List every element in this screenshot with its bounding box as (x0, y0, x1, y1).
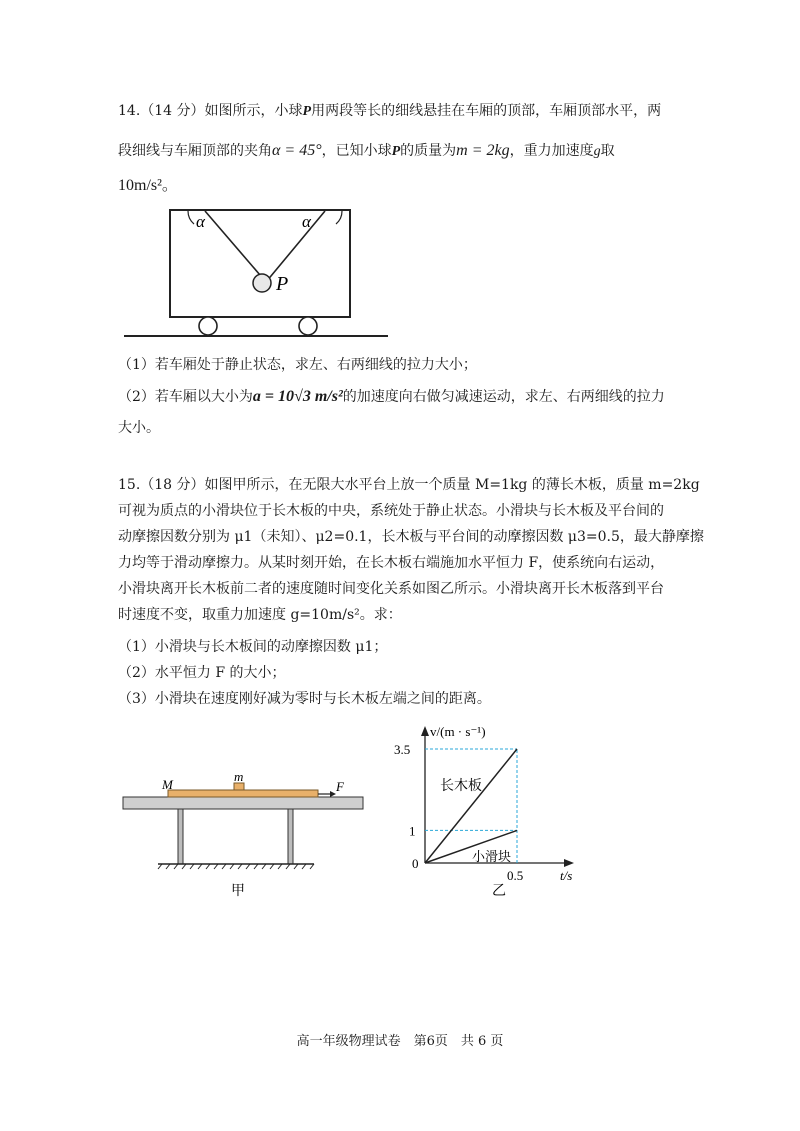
left-leg (178, 809, 183, 864)
q14-carriage-figure (120, 205, 390, 340)
q14-alpha-value: α = 45° (272, 142, 322, 159)
q14-text: 段细线与车厢顶部的夹角 (118, 143, 272, 159)
q14-mass-value: m = 2kg (456, 142, 510, 159)
q14-sub-1: （1）若车厢处于静止状态，求左、右两细线的拉力大小； (118, 357, 477, 373)
right-alpha-label: α (302, 212, 311, 231)
q14-sub-2-cont: 大小。 (118, 420, 160, 436)
page-footer: 高一年级物理试卷 第6页 共 6 页 (296, 1034, 504, 1049)
q14-sub-2 (118, 387, 665, 407)
right-angle-arc (336, 211, 342, 224)
right-leg (288, 809, 293, 864)
left-string (205, 211, 266, 282)
q14-ball-label: P (302, 104, 312, 119)
x-axis-arrow (564, 859, 574, 867)
label-F: F (336, 779, 344, 794)
q15-line-1: 15.（18 分）如图甲所示，在无限大水平台上放一个质量 M=1kg 的薄长木板，质量 m=2kg (118, 477, 700, 493)
q14-text: ，重力加速度 (509, 143, 594, 159)
q14-text: 用两段等长的细线悬挂在车厢的顶部，车厢顶部水平，两 (311, 103, 662, 119)
q14-text: 如图所示，小球 (204, 103, 303, 119)
q14-accel-a-value: a = 10√3 m/s² (252, 388, 343, 405)
q14-line-1 (118, 101, 661, 122)
q14-line-3 (118, 176, 178, 196)
right-wheel (299, 317, 317, 335)
x-tick-label: 0.5 (507, 868, 524, 883)
left-wheel (199, 317, 217, 335)
x-axis-label: t/s (560, 868, 573, 883)
y-axis-label: v/(m · s⁻¹) (430, 724, 486, 739)
ball-p (253, 274, 271, 292)
q15-line-3: 动摩擦因数分别为 μ1（未知）、μ2=0.1，长木板与平台间的动摩擦因数 μ3=0.5，最大静摩擦 (118, 529, 704, 545)
q15-line-4: 力均等于滑动摩擦力。从某时刻开始，在长木板右端施加水平恒力 F，使系统向右运动， (118, 555, 665, 571)
caption-yi: 乙 (492, 883, 506, 899)
q14-g-symbol: g (593, 144, 601, 159)
q15-sub-3: （3）小滑块在速度刚好减为零时与长木板左端之间的距离。 (118, 691, 491, 707)
q14-accel-value: 10m/s²。 (118, 177, 178, 194)
right-string (266, 211, 325, 282)
long-board (168, 790, 318, 797)
q15-line-2: 可视为质点的小滑块位于长木板的中央，系统处于静止状态。小滑块与长木板及平台间的 (118, 503, 664, 519)
y-axis-arrow (421, 726, 429, 736)
platform-top (123, 797, 363, 809)
q14-text: 的加速度向右做匀减速运动，求左、右两细线的拉力 (342, 389, 665, 405)
origin-label: 0 (412, 856, 419, 871)
block-series-label: 小滑块 (472, 850, 512, 865)
series-line-board (425, 749, 517, 863)
ball-p-label: P (276, 273, 289, 295)
left-alpha-label: α (196, 212, 205, 231)
q14-text: ，已知小球 (321, 143, 392, 159)
small-block (234, 783, 244, 790)
q15-sub-2: （2）水平恒力 F 的大小； (118, 665, 286, 681)
q15-line-5: 小滑块离开长木板前二者的速度随时间变化关系如图乙所示。小滑块离开长木板落到平台 (118, 581, 664, 597)
q14-number: 14. (118, 103, 141, 119)
label-M: M (162, 777, 173, 792)
q14-text: 取 (600, 143, 615, 159)
q14-line-2 (118, 141, 615, 162)
q15-line-6: 时速度不变，取重力加速度 g=10m/s²。求： (118, 607, 402, 623)
q14-text: （2）若车厢以大小为 (118, 389, 253, 405)
left-angle-arc (188, 211, 194, 224)
y-tick-high: 3.5 (394, 742, 411, 757)
q14-score: （14 分） (140, 103, 205, 119)
q14-ball-label: P (391, 144, 401, 159)
y-tick-low: 1 (409, 823, 416, 839)
caption-jia: 甲 (231, 883, 245, 899)
label-m: m (234, 770, 244, 784)
fig-jia (118, 770, 368, 900)
fig-yi-vt-graph (380, 720, 590, 900)
q15-sub-1: （1）小滑块与长木板间的动摩擦因数 μ1； (118, 639, 388, 655)
board-series-label: 长木板 (440, 778, 482, 794)
q14-text: 的质量为 (400, 143, 457, 159)
